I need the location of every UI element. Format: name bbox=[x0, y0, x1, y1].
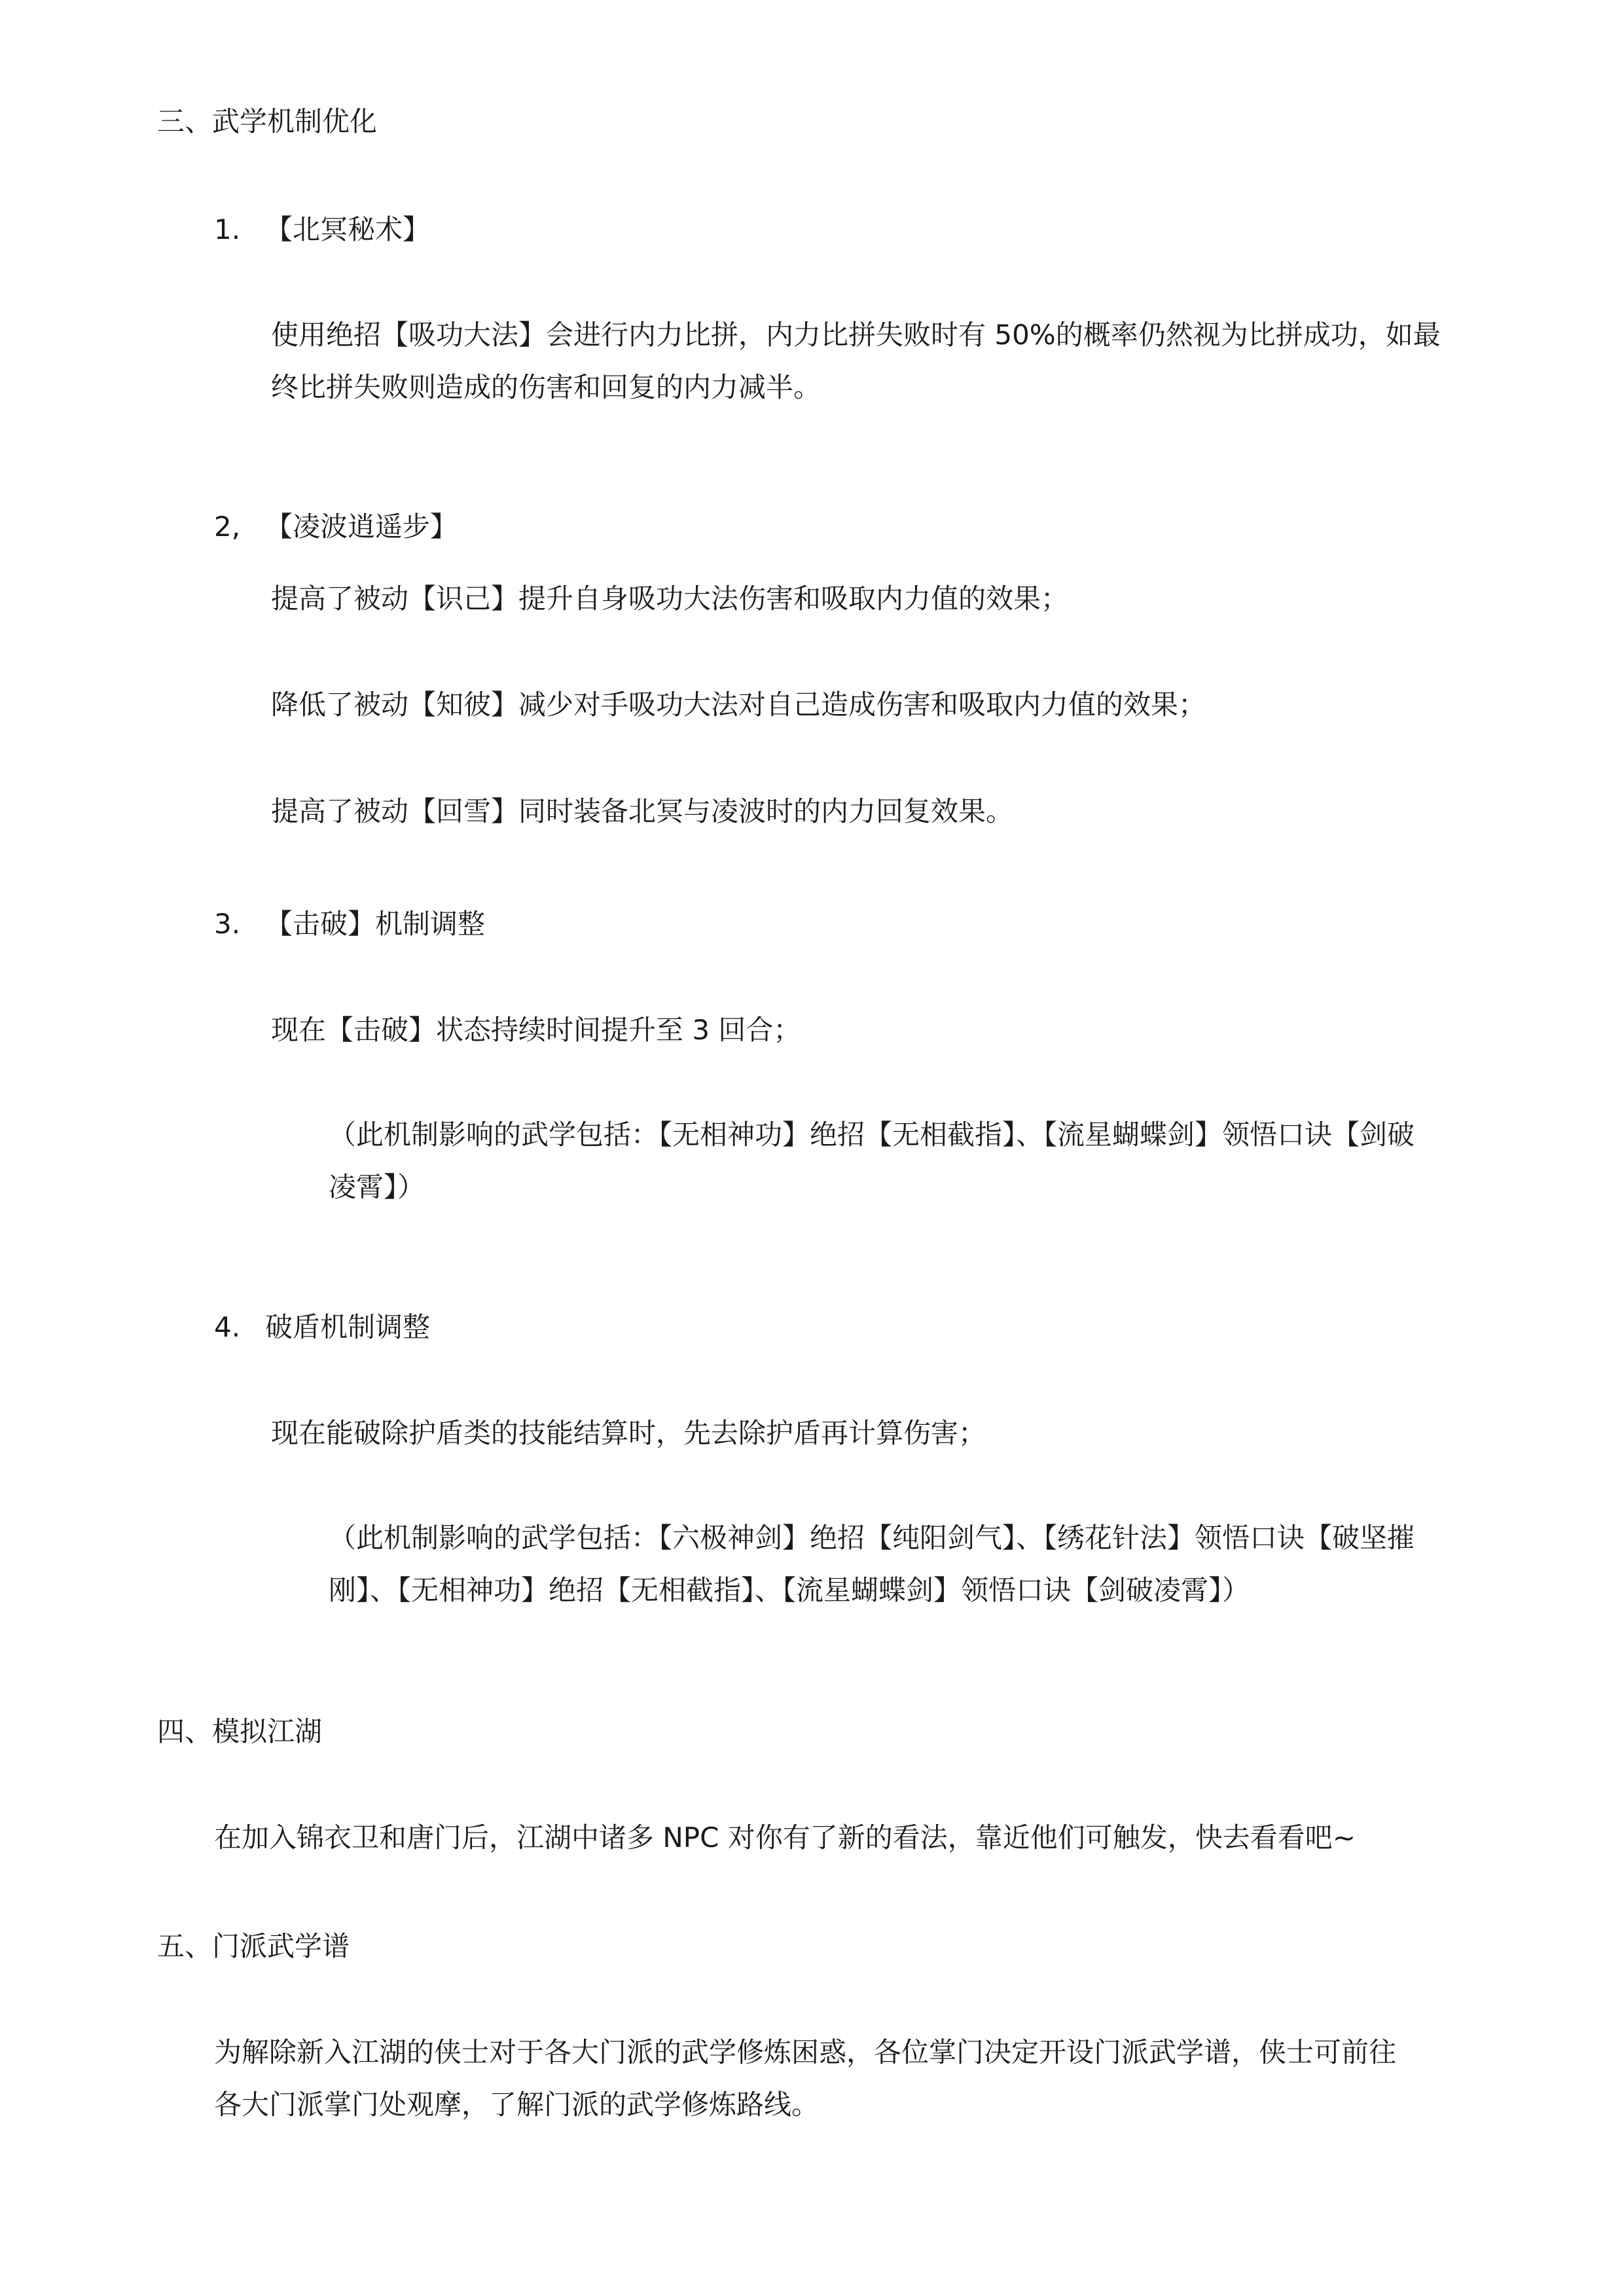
item-4-paragraph-1: 现在能破除护盾类的技能结算时，先去除护盾再计算伤害； bbox=[271, 1417, 986, 1449]
section-heading-4: 四、模拟江湖 bbox=[157, 1715, 323, 1748]
item-2-paragraph-1: 提高了被动【识己】提升自身吸功大法伤害和吸取内力值的效果； bbox=[271, 583, 1069, 615]
item-1-paragraph-line-2: 终比拼失败则造成的伤害和回复的内力减半。 bbox=[271, 371, 821, 403]
item-title-4: 破盾机制调整 bbox=[265, 1311, 431, 1343]
item-title-2: 【凌波逍遥步】 bbox=[265, 511, 458, 543]
item-title-1: 【北冥秘术】 bbox=[265, 213, 431, 245]
item-3-note-line-1: （此机制影响的武学包括：【无相神功】绝招【无相截指】、【流星蝴蝶剑】领悟口诀【剑破 bbox=[329, 1119, 1415, 1151]
section-5-body-line-1: 为解除新入江湖的侠士对于各大门派的武学修炼困惑，各位掌门决定开设门派武学谱，侠士可前往 bbox=[214, 2036, 1397, 2068]
item-2-paragraph-2: 降低了被动【知彼】减少对手吸功大法对自己造成伤害和吸取内力值的效果； bbox=[271, 689, 1206, 721]
item-number-1: 1. bbox=[214, 213, 241, 245]
item-number-3: 3. bbox=[214, 908, 241, 940]
item-4-note-line-2: 刚】、【无相神功】绝招【无相截指】、【流星蝴蝶剑】领悟口诀【剑破凌霄】） bbox=[329, 1574, 1250, 1606]
item-3-paragraph-1: 现在【击破】状态持续时间提升至 3 回合； bbox=[271, 1014, 801, 1046]
item-number-4: 4. bbox=[214, 1311, 241, 1343]
section-heading-3: 三、武学机制优化 bbox=[157, 105, 378, 137]
item-3-note-line-2: 凌霄】） bbox=[329, 1171, 425, 1203]
section-4-body: 在加入锦衣卫和唐门后，江湖中诸多 NPC 对你有了新的看法，靠近他们可触发，快去看看吧~ bbox=[214, 1821, 1356, 1854]
item-title-3: 【击破】机制调整 bbox=[265, 908, 486, 940]
section-heading-5: 五、门派武学谱 bbox=[157, 1930, 350, 1962]
item-1-paragraph-line-1: 使用绝招【吸功大法】会进行内力比拼，内力比拼失败时有 50%的概率仍然视为比拼成功，如最 bbox=[271, 319, 1441, 351]
item-number-2: 2, bbox=[214, 511, 241, 543]
section-5-body-line-2: 各大门派掌门处观摩，了解门派的武学修炼路线。 bbox=[214, 2089, 820, 2121]
item-2-paragraph-3: 提高了被动【回雪】同时装备北冥与凌波时的内力回复效果。 bbox=[271, 795, 1014, 827]
item-4-note-line-1: （此机制影响的武学包括：【六极神剑】绝招【纯阳剑气】、【绣花针法】领悟口诀【破坚摧 bbox=[329, 1522, 1415, 1554]
